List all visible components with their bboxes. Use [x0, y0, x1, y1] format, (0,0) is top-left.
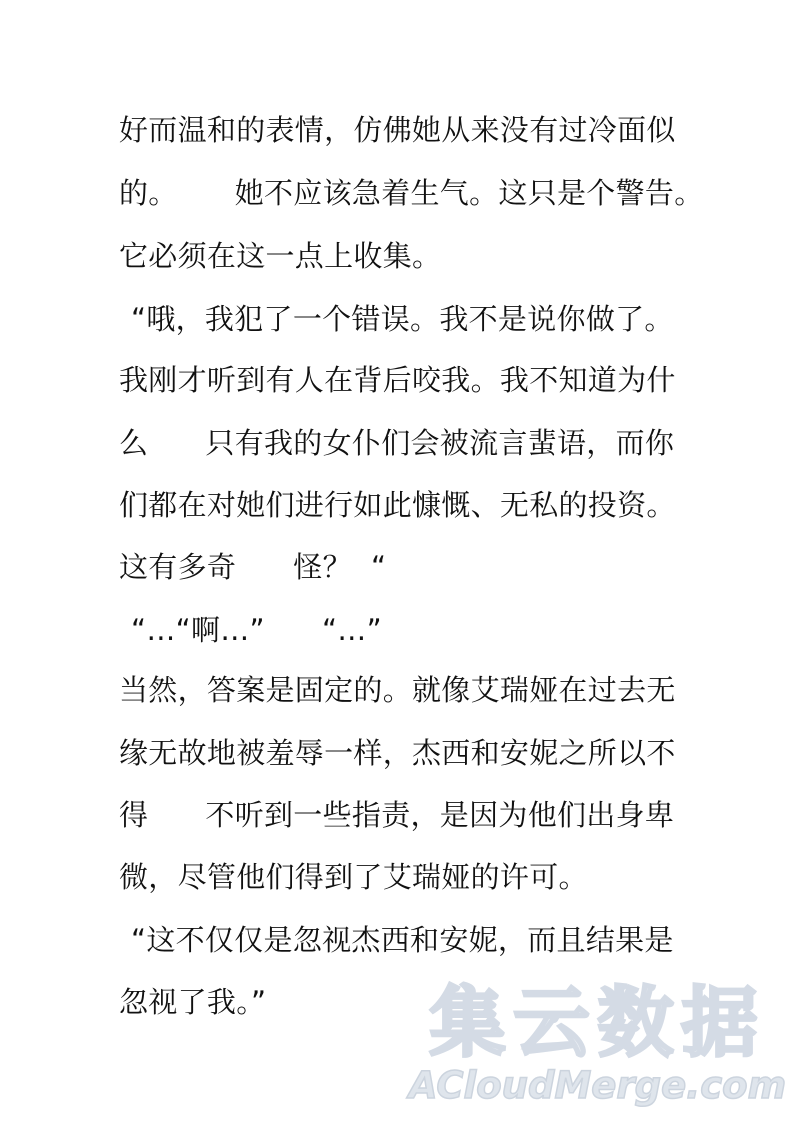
text-line: 得 不听到一些指责，是因为他们出身卑: [119, 798, 675, 832]
text-line: 它必须在这一点上收集。: [119, 239, 442, 273]
watermark-english: ACloudMerge.com: [408, 1064, 787, 1107]
text-line: 我刚才听到有人在背后咬我。我不知道为什: [119, 363, 676, 397]
text-line: 缘无故地被羞辱一样，杰西和安妮之所以不: [119, 736, 676, 770]
text-line: 们都在对她们进行如此慷慨、无私的投资。: [119, 488, 676, 522]
text-line: “这不仅仅是忽视杰西和安妮，而且结果是: [131, 923, 674, 957]
text-line: 当然，答案是固定的。就像艾瑞娅在过去无: [119, 673, 676, 707]
text-line: 好而温和的表情，仿佛她从来没有过冷面似: [119, 113, 676, 147]
text-line: 微，尽管他们得到了艾瑞娅的许可。: [119, 860, 588, 894]
text-line: “哦，我犯了一个错误。我不是说你做了。: [131, 302, 674, 336]
text-line: 么 只有我的女仆们会被流言蜚语，而你: [119, 426, 675, 460]
watermark-chinese: 集云数据: [429, 978, 766, 1067]
text-line: “…“啊…” “…”: [131, 613, 382, 647]
text-line: 忽视了我。”: [119, 985, 267, 1019]
text-line: 这有多奇 怪？ “: [119, 550, 387, 584]
text-line: 的。 她不应该急着生气。这只是个警告。: [119, 176, 704, 210]
